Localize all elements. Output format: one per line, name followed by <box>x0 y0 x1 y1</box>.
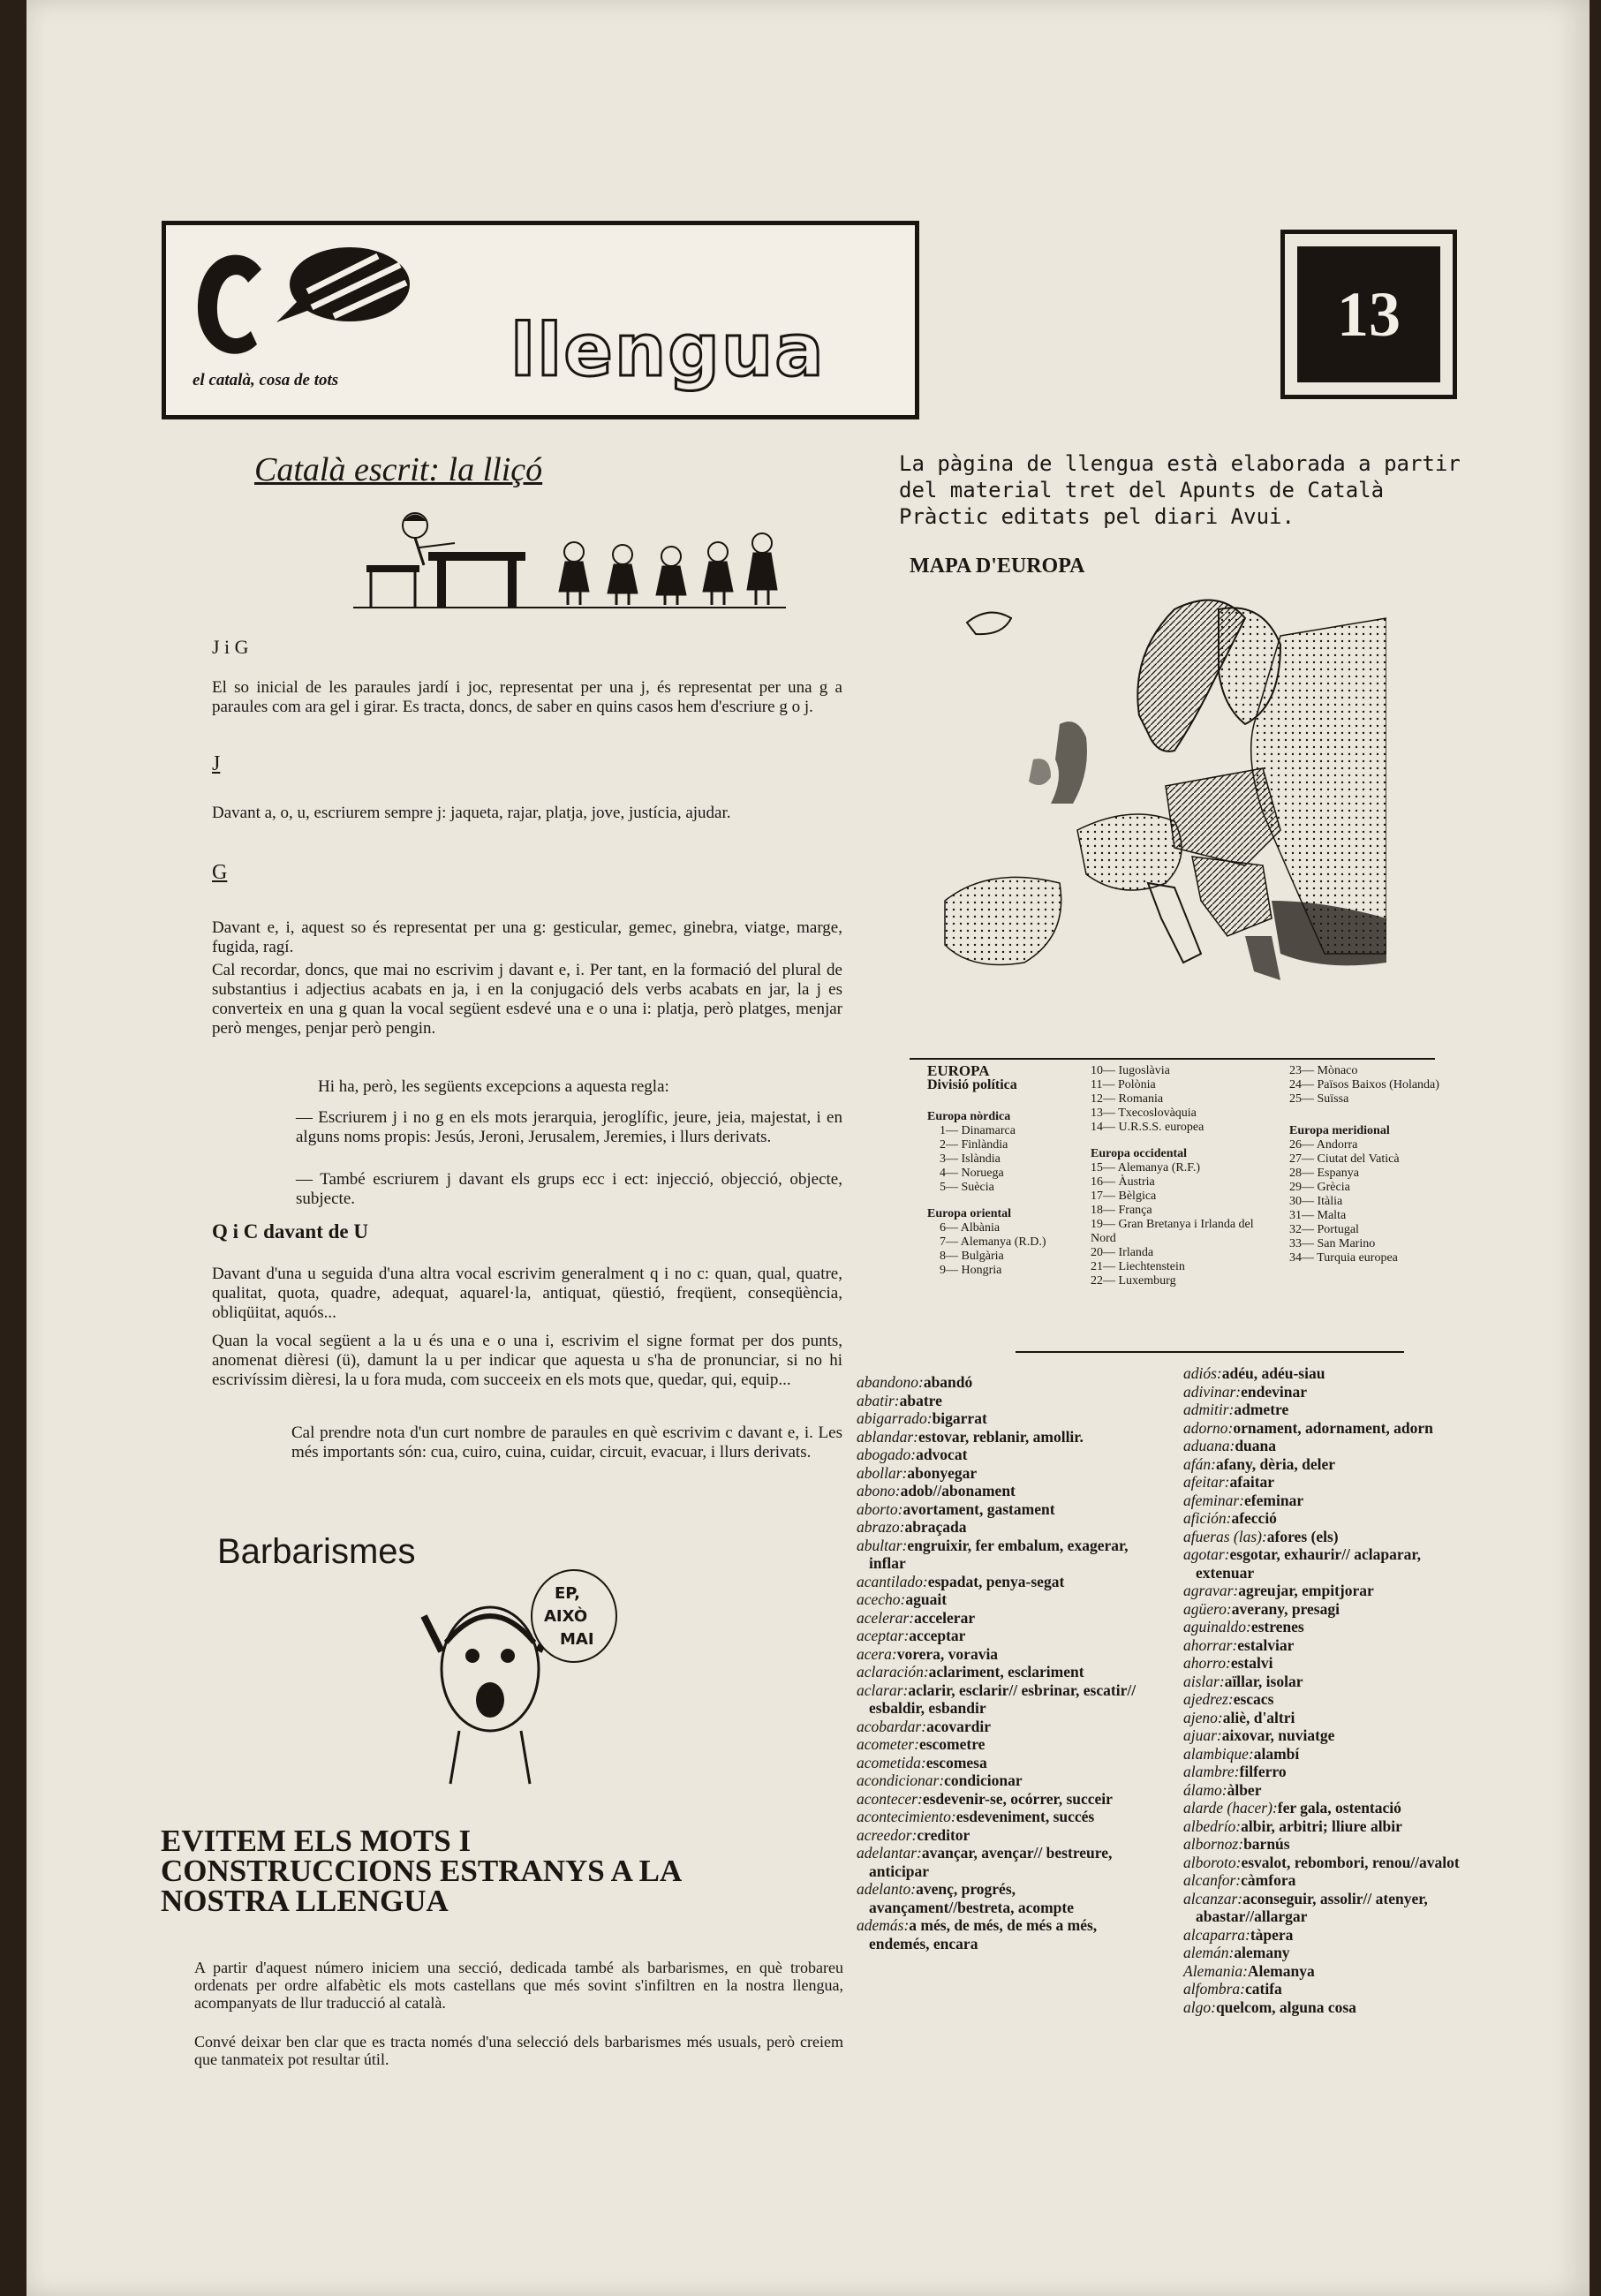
dictionary-entry <box>1183 1545 1475 1582</box>
catalan-translation: quelcom, alguna cosa <box>1215 1998 1356 2016</box>
dictionary-entry <box>857 1428 1157 1446</box>
iceland-shape <box>967 613 1011 635</box>
dictionary-entry <box>1183 1926 1475 1945</box>
page-number: 13 <box>1297 246 1440 382</box>
catalan-translation: estalvi <box>1230 1654 1273 1672</box>
dictionary-column-left <box>857 1373 1157 1952</box>
qic-heading: Q i C davant de U <box>212 1220 368 1242</box>
catalan-translation: esvalot, rebombori, renou//avalot <box>1241 1853 1460 1871</box>
catalan-translation: escomesa <box>925 1753 987 1771</box>
catalan-translation: efeminar <box>1244 1491 1304 1509</box>
spanish-term: adiós: <box>1183 1364 1222 1382</box>
dictionary-entry <box>857 1392 1157 1410</box>
legend-item: 29— Grècia <box>1289 1181 1350 1194</box>
dictionary-divider <box>1016 1351 1404 1353</box>
great-britain-shape <box>1051 721 1087 804</box>
legend-item: 6— Albània <box>940 1221 1001 1235</box>
legend-item: 8— Bulgària <box>940 1250 1004 1263</box>
g-rule-paragraph: Davant e, i, aquest so és representat per una g: gesticular, gemec, ginebra, viatge, marge, fugida, ragí. <box>212 918 842 956</box>
dictionary-entry <box>857 1718 1157 1736</box>
dictionary-entry <box>1183 1854 1475 1872</box>
dictionary-entry <box>857 1880 1157 1916</box>
catalan-translation: abatre <box>899 1391 942 1409</box>
legend-group-name: Europa occidental <box>1091 1147 1188 1160</box>
dictionary-entry <box>857 1446 1157 1464</box>
spanish-term: acelerar: <box>857 1608 915 1627</box>
exception-1: — Escriurem j i no g en els mots jerarquia, jeroglífic, jeure, jeia, majestat, i en alguns noms propis: Jesús, Jeroni, Jerusalem, Jeremies, i llurs derivats. <box>296 1108 842 1146</box>
dictionary-entry <box>1183 1998 1475 2017</box>
exceptions-intro: Hi ha, però, les següents excepcions a aquesta regla: <box>318 1077 669 1096</box>
spanish-term: abatir: <box>857 1391 900 1409</box>
plural-rule-paragraph: Cal recordar, doncs, que mai no escrivim j davant e, i. Per tant, en la formació del plural de substantius i adjectius acabats en ja, i en la conjugació dels verbs acabats en jar, la j es converteix en una g quan la vocal següent esdevé una e o una i: platja, però platges, menjar però menges, penjar però pengin. <box>212 961 842 1038</box>
iberia-shape <box>945 877 1061 964</box>
greece-shape <box>1245 936 1280 980</box>
spanish-term: agüero: <box>1183 1599 1232 1618</box>
spanish-term: albornoz: <box>1183 1835 1244 1853</box>
speech-line-1: EP, <box>555 1584 581 1603</box>
spanish-term: aclarar: <box>857 1680 909 1699</box>
catalan-translation: adéu, adéu-siau <box>1221 1364 1325 1382</box>
catalan-translation: accelerar <box>914 1608 976 1627</box>
spanish-term: afición: <box>1183 1509 1232 1527</box>
map-divider <box>910 1058 1435 1060</box>
dictionary-entry <box>1183 1890 1475 1926</box>
dictionary-entry <box>1183 1383 1475 1401</box>
dictionary-entry <box>857 1771 1157 1790</box>
dictionary-entry <box>857 1464 1157 1483</box>
barbarismes-paragraph-2: Convé deixar ben clar que es tracta només d'una selecció dels barbarismes més usuals, però creiem que tanmateix pot resultar útil. <box>194 2033 843 2068</box>
logo-tagline: el català, cosa de tots <box>193 371 339 389</box>
spanish-term: alambre: <box>1183 1763 1240 1780</box>
europe-map <box>910 583 1386 1042</box>
ireland-shape <box>1029 759 1051 785</box>
spanish-term: aborto: <box>857 1499 903 1518</box>
spanish-term: acera: <box>857 1644 897 1663</box>
qu-rule-paragraph: Davant d'una u seguida d'una altra vocal escrivim generalment q i no c: quan, qual, quatre, qualitat, quota, quadre, adequat, aquarel·la, antiquat, qüestió, freqüent, conseqüència, obliqüitat, aquós... <box>212 1265 842 1322</box>
barbarismes-paragraph-1: A partir d'aquest número iniciem una secció, dedicada també als barbarismes, en què trobareu ordenats per ordre alfabètic els mots castellans que més sovint s'infiltren en la nostra llengua, acompanyats de llur traducció al català. <box>194 1959 843 2012</box>
catalan-translation: admetre <box>1234 1401 1289 1418</box>
spanish-term: aclaración: <box>857 1663 929 1680</box>
dictionary-entry <box>1183 1528 1475 1546</box>
catalan-translation: avortament, gastament <box>902 1499 1055 1518</box>
legend-item: 23— Mònaco <box>1289 1064 1358 1077</box>
dictionary-entry <box>1183 1726 1475 1745</box>
dictionary-entry <box>1183 1745 1475 1764</box>
logo-speech-bubble-icon <box>272 238 413 336</box>
catalan-translation: vorera, voravia <box>896 1644 999 1663</box>
spanish-term: ablandar: <box>857 1427 918 1446</box>
shocked-man-illustration <box>415 1563 618 1788</box>
spanish-term: aislar: <box>1183 1672 1225 1690</box>
dictionary-entry <box>1183 1419 1475 1438</box>
dictionary-entry <box>857 1627 1157 1645</box>
catalan-translation: agreujar, empitjorar <box>1238 1582 1374 1599</box>
legend-item: 17— Bèlgica <box>1091 1190 1157 1203</box>
legend-item: 25— Suïssa <box>1289 1092 1349 1106</box>
legend-item: 22— Luxemburg <box>1091 1274 1176 1288</box>
lesson-intro-paragraph: El so inicial de les paraules jardí i joc, representat per una j, és representat per una g a paraules com ara gel i girar. Es tracta, doncs, de saber en quins casos hem d'escriure g o j. <box>212 678 842 716</box>
spanish-term: ajeno: <box>1183 1708 1223 1726</box>
dictionary-entry <box>857 1609 1157 1628</box>
legend-item: 7— Alemanya (R.D.) <box>940 1235 1046 1249</box>
catalan-translation: endevinar <box>1241 1382 1308 1401</box>
spanish-term: acondicionar: <box>857 1771 945 1789</box>
dictionary-entry <box>1183 1673 1475 1691</box>
legend-item: 32— Portugal <box>1289 1223 1359 1236</box>
legend-item: 9— Hongria <box>940 1264 1002 1277</box>
legend-item: 21— Liechtenstein <box>1091 1260 1185 1273</box>
spanish-term: albedrío: <box>1183 1816 1242 1835</box>
catalan-translation: duana <box>1235 1437 1277 1454</box>
catalan-translation: abraçada <box>904 1518 967 1536</box>
dictionary-entry <box>857 1500 1157 1519</box>
catalan-translation: advocat <box>916 1446 968 1463</box>
dictionary-entry <box>857 1735 1157 1754</box>
dictionary-entry <box>857 1537 1157 1573</box>
legend-item: 34— Turquia europea <box>1289 1251 1398 1265</box>
dictionary-entry <box>857 1754 1157 1772</box>
dictionary-entry <box>857 1373 1157 1392</box>
spanish-term: abultar: <box>857 1536 908 1554</box>
catalan-translation: afores (els) <box>1266 1527 1339 1545</box>
catalan-translation: acceptar <box>909 1627 966 1644</box>
legend-item: 11— Polònia <box>1091 1078 1156 1091</box>
catalan-translation: esdeveniment, succés <box>955 1808 1095 1825</box>
j-rule-paragraph: Davant a, o, u, escriurem sempre j: jaqueta, rajar, platja, jove, justícia, ajudar. <box>212 804 731 822</box>
legend-item: 13— Txecoslovàquia <box>1091 1106 1197 1120</box>
spanish-term: ahorro: <box>1183 1654 1231 1672</box>
dictionary-entry <box>1183 1455 1475 1474</box>
dictionary-entry <box>1183 1437 1475 1455</box>
catalan-translation: alemany <box>1234 1944 1290 1961</box>
spanish-term: abono: <box>857 1482 901 1499</box>
legend-item: 30— Itàlia <box>1289 1195 1343 1208</box>
catalan-translation: bigarrat <box>932 1409 987 1427</box>
dictionary-entry <box>1183 1582 1475 1600</box>
dictionary-entry <box>1183 1600 1475 1619</box>
catalan-translation: Alemanya <box>1247 1961 1315 1980</box>
catalan-translation: estalviar <box>1237 1635 1295 1654</box>
legend-col-2 <box>1091 1064 1267 1288</box>
catalan-translation: tàpera <box>1250 1925 1294 1944</box>
legend-subtitle: Divisió política <box>927 1077 1017 1092</box>
classroom-illustration <box>349 503 790 614</box>
catalan-translation: aixovar, nuviatge <box>1221 1726 1335 1744</box>
spanish-term: admitir: <box>1183 1401 1235 1418</box>
logo-c-icon <box>191 243 275 366</box>
dictionary-entry <box>857 1573 1157 1591</box>
intro-note: La pàgina de llengua està elaborada a partir del material tret del Apunts de Català Pràctic editats pel diari Avui. <box>899 451 1461 529</box>
legend-group-name: Europa nòrdica <box>927 1110 1011 1123</box>
catalan-translation: aconseguir, assolir// atenyer, abastar//allargar <box>1196 1889 1428 1925</box>
legend-item: 33— San Marino <box>1289 1237 1376 1250</box>
dictionary-column-right <box>1183 1364 1475 2016</box>
spanish-term: afeminar: <box>1183 1491 1245 1509</box>
legend-item: 28— Espanya <box>1289 1167 1359 1180</box>
dictionary-entry <box>1183 1364 1475 1383</box>
catalan-translation: adob//abonament <box>900 1482 1016 1499</box>
spanish-term: alcanfor: <box>1183 1871 1242 1889</box>
dictionary-entry <box>857 1844 1157 1880</box>
dictionary-entry <box>857 1518 1157 1537</box>
catalan-translation: abonyegar <box>907 1463 978 1482</box>
catalan-translation: aliè, d'altri <box>1222 1708 1295 1726</box>
spanish-term: acometer: <box>857 1735 919 1753</box>
balkans-shape <box>1192 857 1272 936</box>
catalan-translation: albir, arbitri; lliure albir <box>1241 1816 1402 1835</box>
legend-item: 10— Iugoslàvia <box>1091 1064 1170 1077</box>
legend-item: 15— Alemanya (R.F.) <box>1091 1161 1201 1174</box>
map-title: MAPA D'EUROPA <box>910 555 1085 578</box>
dictionary-entry <box>1183 1835 1475 1854</box>
spanish-term: acantilado: <box>857 1572 928 1590</box>
spanish-term: alambique: <box>1183 1744 1254 1763</box>
catalan-translation: engruixir, fer embalum, exagerar, inflar <box>869 1536 1129 1572</box>
catalan-translation: afecció <box>1231 1509 1277 1527</box>
spanish-term: aguinaldo: <box>1183 1618 1251 1635</box>
section-title: llengua <box>510 309 826 393</box>
spanish-term: alfombra: <box>1183 1980 1245 1998</box>
g-heading: G <box>212 861 228 884</box>
dictionary-entry <box>857 1409 1157 1428</box>
legend-item: 3— Islàndia <box>940 1152 1001 1166</box>
catalan-translation: estovar, reblanir, amollir. <box>918 1427 1084 1446</box>
cu-exceptions-paragraph: Cal prendre nota d'un curt nombre de paraules en què escrivim c davant e, i. Les més importants són: cua, cuiro, cuina, cuidar, circuit, evacuar, i llurs derivats. <box>291 1424 842 1461</box>
catalan-translation: afaitar <box>1229 1473 1275 1491</box>
catalan-translation: condicionar <box>944 1771 1023 1789</box>
dieresis-paragraph: Quan la vocal següent a la u és una e o una i, escrivim el signe format per dos punts, anomenat dièresi (ü), damunt la u per indicar que aquesta u s'ha de pronunciar, si no hi escrivíssim dièresi, la u fora muda, com succeeix en els mots que, quedar, qui, equip... <box>212 1332 842 1389</box>
legend-item: 2— Finlàndia <box>940 1138 1008 1152</box>
catalan-translation: aïllar, isolar <box>1224 1672 1303 1690</box>
catalan-translation: estrenes <box>1250 1618 1304 1635</box>
barbarismes-headline: EVITEM ELS MOTS I CONSTRUCCIONS ESTRANYS A LA NOSTRA LLENGUA <box>161 1824 681 1918</box>
spanish-term: abandono: <box>857 1373 924 1391</box>
legend-col-3 <box>1289 1064 1448 1265</box>
dictionary-entry <box>1183 1980 1475 1998</box>
dictionary-entry <box>857 1808 1157 1826</box>
spanish-term: abigarrado: <box>857 1409 933 1427</box>
spanish-term: Alemania: <box>1183 1961 1248 1980</box>
catalan-translation: escacs <box>1233 1690 1274 1708</box>
dictionary-entry <box>1183 1509 1475 1528</box>
legend-item: 26— Andorra <box>1289 1138 1358 1152</box>
speech-line-2: AIXÒ <box>544 1607 588 1626</box>
spanish-term: acecho: <box>857 1590 906 1608</box>
dictionary-entry <box>1183 1871 1475 1890</box>
catalan-translation: àlber <box>1227 1780 1262 1799</box>
legend-item: 24— Països Baixos (Holanda) <box>1289 1078 1439 1091</box>
dictionary-entry <box>857 1790 1157 1809</box>
dictionary-entry <box>1183 1962 1475 1981</box>
dictionary-entry <box>857 1681 1157 1718</box>
spanish-term: agravar: <box>1183 1582 1239 1599</box>
section-header-box <box>162 221 919 419</box>
dictionary-entry <box>1183 1763 1475 1781</box>
legend-col-1 <box>927 1064 1086 1278</box>
catalan-translation: avenç, progrés, avançament//bestreta, acompte <box>869 1880 1074 1916</box>
spanish-term: agotar: <box>1183 1545 1230 1563</box>
catalan-translation: ornament, adornament, adorn <box>1233 1418 1433 1437</box>
catalan-translation: aclariment, esclariment <box>928 1663 1084 1680</box>
dictionary-entry <box>857 1482 1157 1500</box>
legend-item: 18— França <box>1091 1204 1152 1217</box>
catalan-translation: espadat, penya-segat <box>927 1572 1065 1590</box>
legend-item: 5— Suècia <box>940 1181 994 1194</box>
page-number-box <box>1280 230 1457 399</box>
catalan-translation: aclarir, esclarir// esbrinar, escatir// esbaldir, esbandir <box>869 1680 1137 1717</box>
catalan-translation: barnús <box>1243 1835 1290 1853</box>
dictionary-entry <box>1183 1401 1475 1419</box>
page <box>26 0 1590 2296</box>
barbarismes-title: Barbarismes <box>217 1532 416 1571</box>
exception-2: — També escriurem j davant els grups ecc i ect: injecció, objecció, objecte, subjecte. <box>296 1170 842 1208</box>
catalan-translation: abandó <box>923 1373 973 1391</box>
lesson-title: Català escrit: la lliçó <box>254 451 543 488</box>
catalan-translation: esgotar, exhaurir// aclaparar, extenuar <box>1196 1545 1421 1582</box>
dictionary-entry <box>1183 1709 1475 1727</box>
spanish-term: ahorrar: <box>1183 1635 1238 1654</box>
dictionary-entry <box>1183 1690 1475 1709</box>
spanish-term: adivinar: <box>1183 1382 1242 1401</box>
spanish-term: abrazo: <box>857 1518 905 1536</box>
spanish-term: acobardar: <box>857 1717 927 1735</box>
ussr-shape <box>1251 618 1386 954</box>
spanish-term: acontecer: <box>857 1789 923 1808</box>
spanish-term: aceptar: <box>857 1627 910 1644</box>
j-heading: J <box>212 752 221 775</box>
catalan-translation: afany, dèria, deler <box>1215 1454 1336 1473</box>
spanish-term: adelanto: <box>857 1880 917 1898</box>
catalan-translation: a més, de més, de més a més, endemés, encara <box>869 1916 1098 1952</box>
legend-item: 19— Gran Bretanya i Irlanda del Nord <box>1091 1218 1254 1245</box>
spanish-term: ajuar: <box>1183 1726 1222 1744</box>
catalan-translation: càmfora <box>1241 1871 1296 1889</box>
legend-item: 4— Noruega <box>940 1167 1004 1180</box>
legend-title: EUROPA <box>927 1062 990 1079</box>
spanish-term: adelantar: <box>857 1844 922 1862</box>
spanish-term: alemán: <box>1183 1944 1235 1961</box>
catalan-translation: creditor <box>917 1825 970 1844</box>
catalan-translation: esdevenir-se, ocórrer, succeir <box>922 1789 1113 1808</box>
spanish-term: alcanzar: <box>1183 1889 1243 1907</box>
dictionary-entry <box>857 1663 1157 1681</box>
catalan-translation: alambí <box>1253 1744 1300 1763</box>
legend-item: 12— Romania <box>1091 1092 1164 1106</box>
spanish-term: afeitar: <box>1183 1473 1230 1491</box>
spanish-term: aduana: <box>1183 1437 1235 1454</box>
dictionary-entry <box>857 1826 1157 1845</box>
legend-item: 16— Àustria <box>1091 1175 1155 1189</box>
legend-item: 31— Malta <box>1289 1209 1347 1222</box>
spanish-term: afán: <box>1183 1454 1216 1473</box>
jig-heading: J i G <box>212 636 249 658</box>
dictionary-entry <box>1183 1473 1475 1492</box>
dictionary-entry <box>1183 1817 1475 1836</box>
spanish-term: alcaparra: <box>1183 1925 1250 1944</box>
catalan-translation: escometre <box>918 1735 986 1753</box>
spanish-term: acontecimiento: <box>857 1808 956 1825</box>
italy-shape <box>1148 883 1201 963</box>
spanish-term: abogado: <box>857 1446 917 1463</box>
spanish-term: adorno: <box>1183 1418 1234 1437</box>
spanish-term: algo: <box>1183 1998 1216 2016</box>
legend-item: 20— Irlanda <box>1091 1246 1154 1259</box>
dictionary-entry <box>1183 1799 1475 1817</box>
catalan-translation: avançar, avençar// bestreure, anticipar <box>869 1844 1113 1880</box>
spanish-term: acreedor: <box>857 1825 918 1844</box>
catalan-translation: acovardir <box>926 1717 991 1735</box>
legend-item: 14— U.R.S.S. europea <box>1091 1121 1205 1134</box>
catalan-translation: averany, presagi <box>1231 1599 1340 1618</box>
catalan-translation: aguait <box>905 1590 948 1608</box>
catalan-translation: catifa <box>1245 1980 1282 1998</box>
spanish-term: alboroto: <box>1183 1853 1242 1871</box>
legend-item: 27— Ciutat del Vaticà <box>1289 1152 1400 1166</box>
central-europe-shape <box>1166 768 1280 865</box>
spanish-term: alarde (hacer): <box>1183 1799 1278 1816</box>
speech-line-3: MAI <box>560 1630 594 1649</box>
dictionary-entry <box>1183 1781 1475 1800</box>
dictionary-entry <box>1183 1492 1475 1510</box>
catalan-translation: filferro <box>1239 1763 1287 1780</box>
dictionary-entry <box>1183 1636 1475 1655</box>
spanish-term: abollar: <box>857 1463 908 1482</box>
dictionary-entry <box>1183 1618 1475 1636</box>
dictionary-entry <box>1183 1944 1475 1962</box>
dictionary-entry <box>857 1590 1157 1609</box>
france-shape <box>1077 814 1182 890</box>
spanish-term: acometida: <box>857 1753 926 1771</box>
spanish-term: ajedrez: <box>1183 1690 1234 1708</box>
dictionary-entry <box>1183 1654 1475 1673</box>
dictionary-entry <box>857 1916 1157 1952</box>
spanish-term: afueras (las): <box>1183 1527 1267 1545</box>
legend-group-name: Europa meridional <box>1289 1124 1390 1137</box>
catalan-translation: fer gala, ostentació <box>1277 1799 1401 1816</box>
spanish-term: además: <box>857 1916 910 1934</box>
spanish-term: álamo: <box>1183 1780 1227 1799</box>
dictionary-entry <box>857 1645 1157 1664</box>
legend-group-name: Europa oriental <box>927 1207 1012 1220</box>
legend-item: 1— Dinamarca <box>940 1124 1016 1137</box>
